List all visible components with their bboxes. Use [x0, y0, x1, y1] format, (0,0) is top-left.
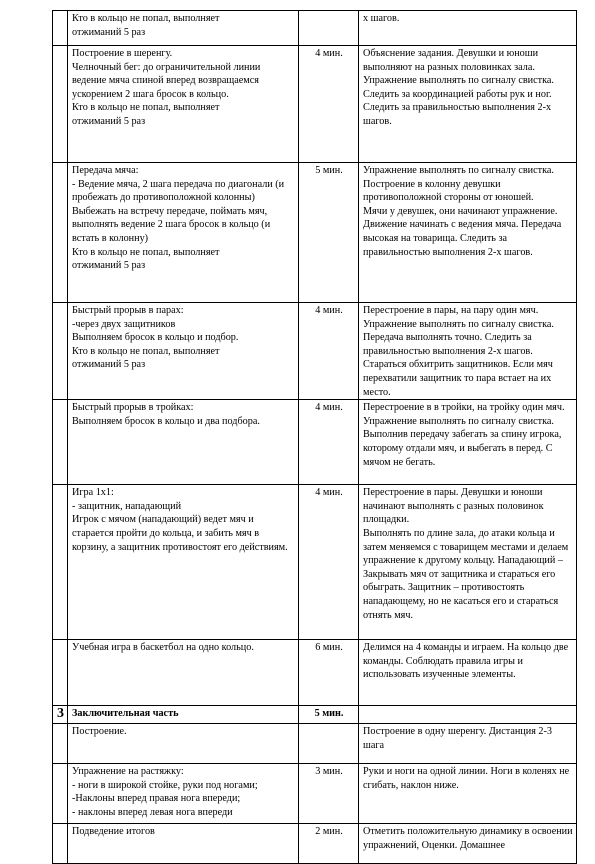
table-row: [53, 11, 577, 46]
method-notes: Делимся на 4 команды и играем. На кольцо две команды. Соблюдать правила игры и использовать изученные элементы.: [359, 640, 577, 706]
exercise-content: Учебная игра в баскетбол на одно кольцо.: [68, 640, 299, 706]
duration: [299, 724, 359, 764]
duration: 6 мин.: [299, 640, 359, 706]
row-number: 3: [53, 706, 68, 724]
table-row: [53, 764, 577, 824]
lesson-plan-table: [52, 10, 577, 864]
method-notes: Упражнение выполнять по сигналу свистка. Построение в колонну девушки противоположной стороны от юношей. Мячи у девушек, они начинают упражнение. Движение начинать с ведения мяча. Передача высокая на товарища. Следить за правильностью выполнения 2-х шагов.: [359, 163, 577, 303]
duration: 4 мин.: [299, 400, 359, 485]
method-notes: х шагов.: [359, 11, 577, 46]
duration: 3 мин.: [299, 764, 359, 824]
table-row: [53, 724, 577, 764]
row-number: [53, 640, 68, 706]
row-number: [53, 724, 68, 764]
duration: 5 мин.: [299, 706, 359, 724]
row-number: [53, 485, 68, 640]
row-number: [53, 824, 68, 864]
exercise-content: Игра 1х1: - защитник, нападающий Игрок с мячом (нападающий) ведет мяч и старается пройти до кольца, и забить мяч в корзину, а защитник противостоят его действиям.: [68, 485, 299, 640]
exercise-content: Построение в шеренгу. Челночный бег: до ограничительной линии ведение мяча спиной вперед возвращаемся ускорением 2 шага бросок в кольцо. Кто в кольцо не попал, выполняет отжиманий 5 раз: [68, 46, 299, 163]
method-notes: Руки и ноги на одной линии. Ноги в коленях не сгибать, наклон ниже.: [359, 764, 577, 824]
method-notes: Отметить положительную динамику в освоении упражнений, Оценки. Домашнее: [359, 824, 577, 864]
method-notes: Построение в одну шеренгу. Дистанция 2-3 шага: [359, 724, 577, 764]
duration: [299, 11, 359, 46]
row-number: [53, 11, 68, 46]
table-row: [53, 485, 577, 640]
duration: 4 мин.: [299, 485, 359, 640]
method-notes: Объяснение задания. Девушки и юноши выполняют на разных половинках зала. Упражнение выполнять по сигналу свистка. Следить за координацией работы рук и ног. Следить за правильностью выполнения 2-х шагов.: [359, 46, 577, 163]
row-number: [53, 163, 68, 303]
exercise-content: Быстрый прорыв в парах: -через двух защитников Выполняем бросок в кольцо и подбор. Кто в кольцо не попал, выполняет отжиманий 5 раз: [68, 303, 299, 400]
duration: 5 мин.: [299, 163, 359, 303]
table-row: [53, 400, 577, 485]
exercise-content: Подведение итогов: [68, 824, 299, 864]
exercise-content: Построение.: [68, 724, 299, 764]
table-row: [53, 163, 577, 303]
method-notes: Перестроение в в тройки, на тройку один мяч. Упражнение выполнять по сигналу свистка. Выполнив передачу забегать за спину игрока, которому отдали мяч, и выбегать в перед. С мячом не бегать.: [359, 400, 577, 485]
duration: 4 мин.: [299, 46, 359, 163]
exercise-content: Заключительная часть: [68, 706, 299, 724]
exercise-content: Упражнение на растяжку: - ноги в широкой стойке, руки под ногами; -Наклоны вперед правая нога впереди; - наклоны вперед левая нога впереди: [68, 764, 299, 824]
row-number: [53, 400, 68, 485]
exercise-content: Быстрый прорыв в тройках: Выполняем бросок в кольцо и два подбора.: [68, 400, 299, 485]
exercise-content: Передача мяча: - Ведение мяча, 2 шага передача по диагонали (и пробежать до противоположной колонны) Выбежать на встречу передаче, поймать мяч, выполнять ведение 2 шага бросок в кольцо (и встать в колонну) Кто в кольцо не попал, выполняет отжиманий 5 раз: [68, 163, 299, 303]
table-row: [53, 824, 577, 864]
row-number: [53, 46, 68, 163]
section-row: [53, 706, 577, 724]
duration: 2 мин.: [299, 824, 359, 864]
table-row: [53, 640, 577, 706]
table-row: [53, 46, 577, 163]
duration: 4 мин.: [299, 303, 359, 400]
method-notes: Перестроение в пары. Девушки и юноши начинают выполнять с разных половинок площадки. Выполнять по длине зала, до атаки кольца и затем меняемся с товарищем местами и делаем упражнение к другому кольцу. Нападающий – Закрывать мяч от защитника и стараться его обыграть. Защитник – противостоять нападающему, но не касаться его и стараться отнять мяч.: [359, 485, 577, 640]
exercise-content: Кто в кольцо не попал, выполняет отжиманий 5 раз: [68, 11, 299, 46]
row-number: [53, 764, 68, 824]
method-notes: [359, 706, 577, 724]
table-row: [53, 303, 577, 400]
method-notes: Перестроение в пары, на пару один мяч. Упражнение выполнять по сигналу свистка. Передача выполнять точно. Следить за правильностью выполнения 2-х шагов. Стараться обхитрить защитников. Если мяч перехватили защитник то пара встает на их место.: [359, 303, 577, 400]
row-number: [53, 303, 68, 400]
